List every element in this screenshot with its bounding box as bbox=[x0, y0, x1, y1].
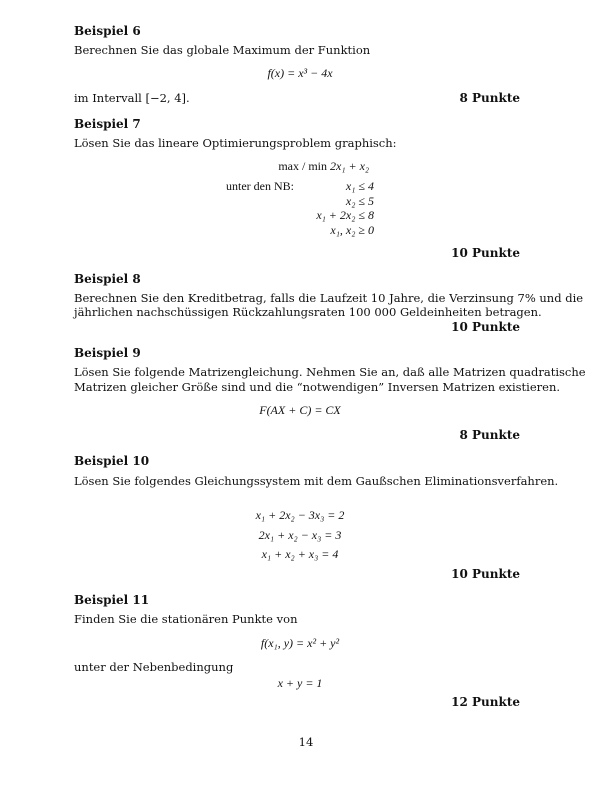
problem-11-text: Finden Sie die stationären Punkte von bbox=[74, 612, 298, 626]
problem-8-points: 10 Punkte bbox=[451, 320, 520, 334]
problem-10-heading: Beispiel 10 bbox=[74, 454, 150, 468]
problem-11-heading: Beispiel 11 bbox=[74, 593, 150, 607]
problem-10-points: 10 Punkte bbox=[451, 567, 520, 581]
problem-7-text: Lösen Sie das lineare Optimierungsproblem graphisch: bbox=[74, 136, 397, 150]
problem-6-formula: f(x) = x³ − 4x bbox=[267, 66, 333, 80]
problem-6-interval: im Intervall [−2, 4]. bbox=[74, 91, 190, 105]
problem-9-text-line1: Lösen Sie folgende Matrizengleichung. Nehmen Sie an, daß alle Matrizen quadratische bbox=[74, 365, 586, 379]
problem-6-points: 8 Punkte bbox=[459, 91, 520, 105]
problem-7-constraints-label: unter den NB: bbox=[226, 179, 294, 193]
problem-7-constraint: x₁ + 2x₂ ≤ 8 bbox=[316, 208, 374, 222]
problem-8-text-line2: jährlichen nachschüssigen Rückzahlungsraten 100 000 Geldeinheiten betragen. bbox=[74, 305, 542, 319]
problem-7-objective: 2x₁ + x₂ bbox=[330, 159, 370, 173]
page-number: 14 bbox=[298, 735, 314, 749]
problem-8-text-line1: Berechnen Sie den Kreditbetrag, falls die Laufzeit 10 Jahre, die Verzinsung 7% und die bbox=[74, 291, 584, 305]
problem-7-points: 10 Punkte bbox=[451, 246, 520, 260]
problem-7-constraint: x₁ ≤ 4 bbox=[345, 179, 374, 193]
problem-7-constraint: x₁, x₂ ≥ 0 bbox=[330, 223, 374, 237]
problem-9-heading: Beispiel 9 bbox=[74, 346, 141, 360]
problem-6-text: Berechnen Sie das globale Maximum der Funktion bbox=[74, 43, 371, 57]
problem-11-formula: f(x₁, y) = x² + y² bbox=[260, 636, 340, 650]
problem-6-heading: Beispiel 6 bbox=[74, 24, 141, 38]
problem-11-points: 12 Punkte bbox=[451, 695, 520, 709]
problem-9-text-line2: Matrizen gleicher Größe sind und die “notwendigen” Inversen Matrizen existieren. bbox=[74, 380, 561, 394]
problem-7-heading: Beispiel 7 bbox=[74, 117, 141, 131]
problem-10-text: Lösen Sie folgendes Gleichungssystem mit dem Gaußschen Eliminationsverfahren. bbox=[74, 474, 559, 488]
problem-10-equation: x₁ + 2x₂ − 3x₃ = 2 bbox=[255, 508, 345, 522]
problem-8-heading: Beispiel 8 bbox=[74, 272, 141, 286]
problem-10-equation: 2x₁ + x₂ − x₃ = 3 bbox=[258, 528, 342, 542]
problem-11-constraint: x + y = 1 bbox=[277, 676, 323, 690]
problem-11-constraint-text: unter der Nebenbedingung bbox=[74, 660, 234, 674]
problem-7-objective-label: max / min bbox=[278, 159, 327, 173]
problem-7-constraint: x₂ ≤ 5 bbox=[345, 194, 374, 208]
problem-10-equation: x₁ + x₂ + x₃ = 4 bbox=[261, 547, 339, 561]
problem-9-points: 8 Punkte bbox=[459, 428, 520, 442]
problem-9-formula: F(AX + C) = CX bbox=[259, 403, 341, 417]
